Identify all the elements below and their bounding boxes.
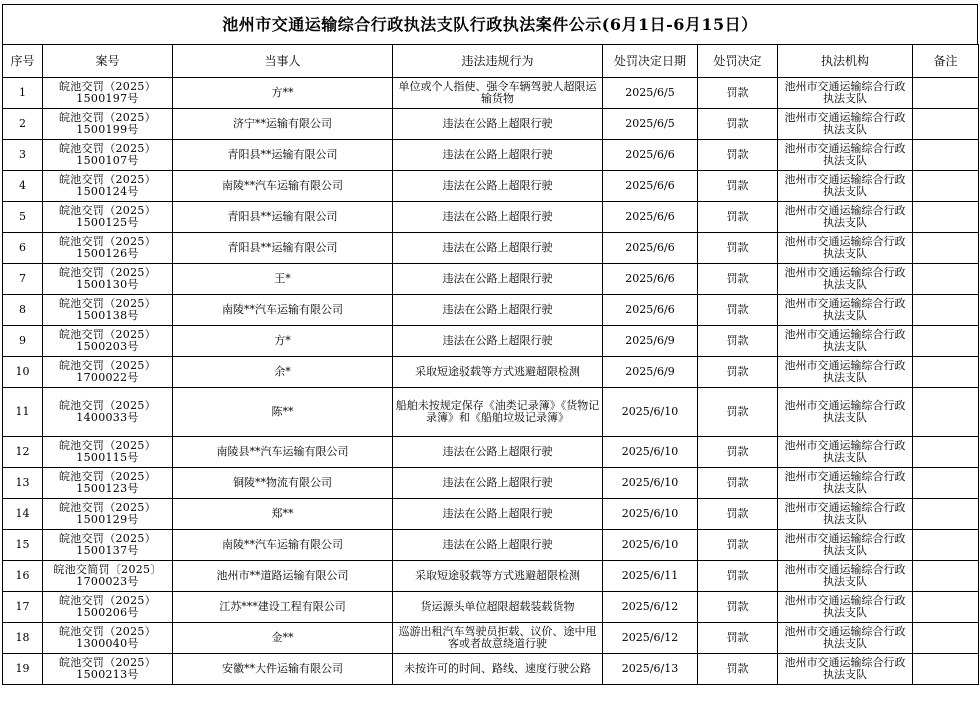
cell-case-number: 皖池交罚（2025）1500138号 (43, 295, 173, 326)
cell-agency: 池州市交通运输综合行政执法支队 (778, 592, 913, 623)
cell-case-number: 皖池交罚（2025）1500124号 (43, 171, 173, 202)
table-row (3, 437, 979, 468)
table-row (3, 561, 979, 592)
cell-decision: 罚款 (698, 140, 778, 171)
cell-decision: 罚款 (698, 264, 778, 295)
cell-case-number: 皖池交罚（2025）1500213号 (43, 654, 173, 685)
cell-violation: 违法在公路上超限行驶 (393, 109, 603, 140)
cell-case-number: 皖池交罚（2025）1300040号 (43, 623, 173, 654)
case-publicity-sheet (2, 4, 978, 685)
cell-party: 南陵**汽车运输有限公司 (173, 171, 393, 202)
cell-decision-date: 2025/6/5 (603, 109, 698, 140)
cell-violation: 违法在公路上超限行驶 (393, 233, 603, 264)
cell-agency: 池州市交通运输综合行政执法支队 (778, 295, 913, 326)
cell-decision: 罚款 (698, 468, 778, 499)
cell-agency: 池州市交通运输综合行政执法支队 (778, 78, 913, 109)
header-cell-violation: 违法违规行为 (393, 45, 603, 78)
cell-decision-date: 2025/6/9 (603, 357, 698, 388)
cell-note (913, 623, 979, 654)
cell-decision-date: 2025/6/6 (603, 202, 698, 233)
cell-decision: 罚款 (698, 357, 778, 388)
cell-decision: 罚款 (698, 592, 778, 623)
cell-party: 江苏***建设工程有限公司 (173, 592, 393, 623)
cell-violation: 未按许可的时间、路线、速度行驶公路 (393, 654, 603, 685)
cell-violation: 违法在公路上超限行驶 (393, 468, 603, 499)
cell-violation: 违法在公路上超限行驶 (393, 171, 603, 202)
cell-party: 青阳县**运输有限公司 (173, 233, 393, 264)
cell-no: 14 (3, 499, 43, 530)
cell-case-number: 皖池交罚（2025）1500199号 (43, 109, 173, 140)
cell-note (913, 202, 979, 233)
cell-violation: 违法在公路上超限行驶 (393, 499, 603, 530)
cell-violation: 采取短途驳载等方式逃避超限检测 (393, 357, 603, 388)
cell-agency: 池州市交通运输综合行政执法支队 (778, 233, 913, 264)
cell-party: 铜陵**物流有限公司 (173, 468, 393, 499)
table-row (3, 264, 979, 295)
cell-note (913, 437, 979, 468)
header-cell-decision: 处罚决定 (698, 45, 778, 78)
header-cell-case: 案号 (43, 45, 173, 78)
table-row (3, 326, 979, 357)
cell-no: 19 (3, 654, 43, 685)
cell-party: 王* (173, 264, 393, 295)
cell-note (913, 592, 979, 623)
cell-violation: 违法在公路上超限行驶 (393, 295, 603, 326)
table-row (3, 140, 979, 171)
cell-decision-date: 2025/6/6 (603, 171, 698, 202)
cell-agency: 池州市交通运输综合行政执法支队 (778, 109, 913, 140)
cell-agency: 池州市交通运输综合行政执法支队 (778, 561, 913, 592)
cell-violation: 违法在公路上超限行驶 (393, 264, 603, 295)
cell-decision-date: 2025/6/6 (603, 233, 698, 264)
cell-violation: 采取短途驳载等方式逃避超限检测 (393, 561, 603, 592)
cell-no: 10 (3, 357, 43, 388)
cell-violation: 巡游出租汽车驾驶员拒载、议价、途中甩客或者故意绕道行驶 (393, 623, 603, 654)
cell-note (913, 357, 979, 388)
cell-no: 11 (3, 388, 43, 437)
cell-decision-date: 2025/6/10 (603, 388, 698, 437)
cell-decision-date: 2025/6/12 (603, 623, 698, 654)
cell-party: 池州市**道路运输有限公司 (173, 561, 393, 592)
cell-party: 陈** (173, 388, 393, 437)
cell-agency: 池州市交通运输综合行政执法支队 (778, 264, 913, 295)
cell-note (913, 530, 979, 561)
cell-case-number: 皖池交罚（2025）1700022号 (43, 357, 173, 388)
cell-note (913, 233, 979, 264)
cell-case-number: 皖池交简罚〔2025〕1700023号 (43, 561, 173, 592)
cell-party: 南陵**汽车运输有限公司 (173, 530, 393, 561)
cell-decision: 罚款 (698, 499, 778, 530)
cell-party: 方** (173, 78, 393, 109)
header-row (3, 45, 979, 78)
cell-decision: 罚款 (698, 623, 778, 654)
cell-note (913, 140, 979, 171)
cell-case-number: 皖池交罚（2025）1500197号 (43, 78, 173, 109)
cell-decision: 罚款 (698, 202, 778, 233)
table-row (3, 202, 979, 233)
cell-note (913, 264, 979, 295)
cell-party: 金** (173, 623, 393, 654)
cell-agency: 池州市交通运输综合行政执法支队 (778, 468, 913, 499)
cell-decision-date: 2025/6/6 (603, 295, 698, 326)
cell-note (913, 468, 979, 499)
table-row (3, 592, 979, 623)
cell-no: 9 (3, 326, 43, 357)
cell-decision-date: 2025/6/10 (603, 530, 698, 561)
cell-agency: 池州市交通运输综合行政执法支队 (778, 654, 913, 685)
cell-decision: 罚款 (698, 233, 778, 264)
cell-case-number: 皖池交罚（2025）1500123号 (43, 468, 173, 499)
cell-decision: 罚款 (698, 295, 778, 326)
cell-case-number: 皖池交罚（2025）1500129号 (43, 499, 173, 530)
cell-party: 安徽**大件运输有限公司 (173, 654, 393, 685)
cell-note (913, 295, 979, 326)
case-table (2, 44, 979, 685)
cell-case-number: 皖池交罚（2025）1500125号 (43, 202, 173, 233)
cell-no: 8 (3, 295, 43, 326)
header-cell-agency: 执法机构 (778, 45, 913, 78)
cell-decision-date: 2025/6/12 (603, 592, 698, 623)
table-row (3, 623, 979, 654)
cell-agency: 池州市交通运输综合行政执法支队 (778, 171, 913, 202)
cell-violation: 船舶未按规定保存《油类记录簿》《货物记录簿》和《船舶垃圾记录簿》 (393, 388, 603, 437)
table-row (3, 109, 979, 140)
cell-party: 余* (173, 357, 393, 388)
table-row (3, 468, 979, 499)
cell-no: 13 (3, 468, 43, 499)
table-row (3, 388, 979, 437)
table-row (3, 233, 979, 264)
cell-note (913, 388, 979, 437)
cell-no: 6 (3, 233, 43, 264)
cell-decision-date: 2025/6/11 (603, 561, 698, 592)
cell-case-number: 皖池交罚（2025）1500203号 (43, 326, 173, 357)
cell-agency: 池州市交通运输综合行政执法支队 (778, 326, 913, 357)
cell-note (913, 78, 979, 109)
cell-violation: 违法在公路上超限行驶 (393, 140, 603, 171)
cell-case-number: 皖池交罚（2025）1500130号 (43, 264, 173, 295)
page-title: 池州市交通运输综合行政执法支队行政执法案件公示(6月1日-6月15日） (2, 4, 978, 44)
cell-note (913, 561, 979, 592)
cell-no: 18 (3, 623, 43, 654)
cell-no: 12 (3, 437, 43, 468)
table-row (3, 78, 979, 109)
cell-agency: 池州市交通运输综合行政执法支队 (778, 388, 913, 437)
cell-party: 郑** (173, 499, 393, 530)
cell-case-number: 皖池交罚（2025）1500206号 (43, 592, 173, 623)
cell-decision-date: 2025/6/10 (603, 468, 698, 499)
cell-party: 济宁**运输有限公司 (173, 109, 393, 140)
cell-agency: 池州市交通运输综合行政执法支队 (778, 140, 913, 171)
cell-decision-date: 2025/6/13 (603, 654, 698, 685)
table-row (3, 171, 979, 202)
cell-case-number: 皖池交罚（2025）1500137号 (43, 530, 173, 561)
cell-case-number: 皖池交罚（2025）1400033号 (43, 388, 173, 437)
cell-agency: 池州市交通运输综合行政执法支队 (778, 530, 913, 561)
cell-decision: 罚款 (698, 388, 778, 437)
table-row (3, 530, 979, 561)
cell-party: 方* (173, 326, 393, 357)
header-cell-party: 当事人 (173, 45, 393, 78)
cell-no: 17 (3, 592, 43, 623)
cell-no: 5 (3, 202, 43, 233)
cell-no: 16 (3, 561, 43, 592)
cell-no: 15 (3, 530, 43, 561)
cell-violation: 违法在公路上超限行驶 (393, 326, 603, 357)
table-row (3, 654, 979, 685)
cell-note (913, 326, 979, 357)
cell-agency: 池州市交通运输综合行政执法支队 (778, 437, 913, 468)
cell-violation: 单位或个人指使、强令车辆驾驶人超限运输货物 (393, 78, 603, 109)
cell-no: 1 (3, 78, 43, 109)
cell-decision: 罚款 (698, 78, 778, 109)
cell-note (913, 109, 979, 140)
table-row (3, 499, 979, 530)
cell-decision: 罚款 (698, 171, 778, 202)
cell-party: 青阳县**运输有限公司 (173, 140, 393, 171)
cell-note (913, 499, 979, 530)
cell-decision: 罚款 (698, 561, 778, 592)
cell-decision: 罚款 (698, 437, 778, 468)
cell-no: 7 (3, 264, 43, 295)
cell-violation: 违法在公路上超限行驶 (393, 530, 603, 561)
header-cell-no: 序号 (3, 45, 43, 78)
cell-note (913, 654, 979, 685)
cell-party: 青阳县**运输有限公司 (173, 202, 393, 233)
table-row (3, 295, 979, 326)
cell-case-number: 皖池交罚（2025）1500115号 (43, 437, 173, 468)
cell-agency: 池州市交通运输综合行政执法支队 (778, 357, 913, 388)
cell-decision: 罚款 (698, 109, 778, 140)
cell-party: 南陵县**汽车运输有限公司 (173, 437, 393, 468)
cell-no: 4 (3, 171, 43, 202)
cell-agency: 池州市交通运输综合行政执法支队 (778, 499, 913, 530)
header-cell-date: 处罚决定日期 (603, 45, 698, 78)
cell-decision-date: 2025/6/10 (603, 437, 698, 468)
table-row (3, 357, 979, 388)
cell-decision-date: 2025/6/5 (603, 78, 698, 109)
cell-decision: 罚款 (698, 530, 778, 561)
cell-note (913, 171, 979, 202)
cell-decision-date: 2025/6/10 (603, 499, 698, 530)
cell-party: 南陵**汽车运输有限公司 (173, 295, 393, 326)
cell-decision-date: 2025/6/9 (603, 326, 698, 357)
cell-agency: 池州市交通运输综合行政执法支队 (778, 623, 913, 654)
cell-no: 3 (3, 140, 43, 171)
cell-violation: 违法在公路上超限行驶 (393, 202, 603, 233)
header-cell-note: 备注 (913, 45, 979, 78)
cell-case-number: 皖池交罚（2025）1500126号 (43, 233, 173, 264)
cell-decision-date: 2025/6/6 (603, 264, 698, 295)
cell-violation: 货运源头单位超限超载装载货物 (393, 592, 603, 623)
cell-no: 2 (3, 109, 43, 140)
cell-decision-date: 2025/6/6 (603, 140, 698, 171)
cell-agency: 池州市交通运输综合行政执法支队 (778, 202, 913, 233)
cell-case-number: 皖池交罚（2025）1500107号 (43, 140, 173, 171)
cell-decision: 罚款 (698, 654, 778, 685)
cell-violation: 违法在公路上超限行驶 (393, 437, 603, 468)
cell-decision: 罚款 (698, 326, 778, 357)
